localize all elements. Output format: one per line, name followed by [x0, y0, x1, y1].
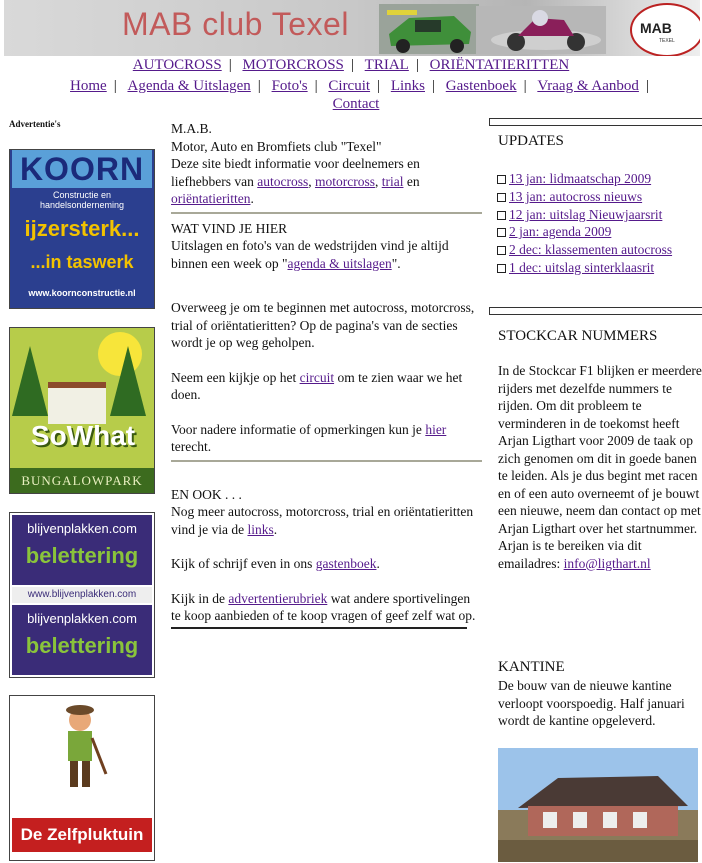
nav-trial[interactable]: TRIAL [364, 57, 409, 73]
update-link[interactable]: 13 jan: lidmaatschap 2009 [509, 171, 652, 186]
bullet-square-icon [497, 211, 506, 220]
gastenboek-text: Kijk of schrijf even in ons gastenboek. [171, 556, 380, 571]
ad-sowhat[interactable]: SoWhat BUNGALOWPARK [9, 327, 155, 494]
list-item [497, 170, 702, 188]
nav-vraag-aanbod[interactable]: Vraag & Aanbod [537, 78, 639, 94]
divider [171, 212, 482, 214]
divider [171, 627, 467, 629]
list-item [497, 206, 702, 224]
section-title-wat: WAT VIND JE HIER [171, 220, 288, 236]
stockcar-title: STOCKCAR NUMMERS [498, 328, 658, 344]
nav-autocross[interactable]: AUTOCROSS [132, 57, 222, 73]
section-nav: AUTOCROSS | MOTORCROSS | TRIAL | ORIËNTATIERITTEN [132, 57, 570, 73]
bullet-square-icon [497, 175, 506, 184]
update-link[interactable]: 13 jan: autocross nieuws [509, 188, 643, 204]
stockcar-image [379, 4, 479, 54]
info-text: Voor nadere informatie of opmerkingen kun je hier terecht. [171, 421, 447, 454]
nav-agenda[interactable]: Agenda & Uitslagen [127, 78, 251, 94]
bullet-square-icon [497, 193, 506, 202]
what-text: Uitslagen en foto's van de wedstrijden vind je altijd binnen een week op "agenda & uitslagen". [171, 238, 449, 271]
list-item [497, 188, 702, 206]
nav-fotos[interactable]: Foto's [271, 78, 308, 94]
ad-zelfpluktuin[interactable]: De Zelfpluktuin [9, 695, 155, 861]
main-content [171, 120, 482, 631]
site-title: MAB club Texel [122, 6, 349, 42]
link-motorcross[interactable]: motorcross [314, 173, 375, 189]
tree-icon [110, 346, 146, 416]
bullet-square-icon [497, 228, 506, 237]
header-banner [4, 0, 700, 56]
motorbike-image [476, 6, 606, 54]
divider [171, 460, 482, 462]
update-link[interactable]: 1 dec: uitslag sinterklaasrit [509, 259, 655, 275]
intro-title: M.A.B. [171, 121, 212, 136]
kantine-title: KANTINE [498, 659, 565, 675]
section-title-ook: EN OOK . . . [171, 486, 242, 502]
link-trial[interactable]: trial [381, 173, 404, 189]
bullet-square-icon [497, 246, 506, 255]
start-text: Overweeg je om te beginnen met autocross, motorcross, trial of oriëntatieritten? Op de pagina's van de secties wordt je op weg geholpen. [171, 300, 475, 350]
tree-icon [12, 346, 48, 416]
link-links[interactable]: links [247, 521, 274, 537]
list-item [497, 259, 702, 277]
update-link[interactable]: 2 dec: klassementen autocross [509, 242, 673, 258]
ook-text: Nog meer autocross, motorcross, trial en oriëntatieritten vind je via de links. [171, 504, 474, 537]
stockcar-text: In de Stockcar F1 blijken er meerdere rijders met dezelfde nummers te rijden. Om dit probleem te verminderen in de toekomst heeft Arjan Ligthart voor 2009 de taak op zich genomen om dit in goede banen te leiden. Als je dus begint met racen en of een auto overneemt of je bouwt een nieuwe, neem dan contact op met Arjan Ligthart over het startnummer. Arjan is te bereiken via dit emailadres: info@ligthart.nl [498, 363, 702, 571]
ads-label: Advertentie's [9, 119, 61, 129]
nav-orientatieritten[interactable]: ORIËNTATIERITTEN [429, 57, 570, 73]
nav-contact[interactable]: Contact [332, 96, 380, 112]
updates-list [497, 170, 702, 277]
intro-line: Motor, Auto en Bromfiets club "Texel" [171, 138, 382, 154]
update-link[interactable]: 12 jan: uitslag Nieuwjaarsrit [509, 206, 663, 222]
link-orientatieritten[interactable]: oriëntatieritten [171, 191, 251, 206]
list-item [497, 241, 702, 259]
bungalow-icon [48, 382, 106, 424]
nav-gastenboek[interactable]: Gastenboek [445, 78, 517, 94]
box-border [489, 118, 702, 126]
mab-logo: MAB TEXEL [630, 3, 700, 56]
nav-links[interactable]: Links [390, 78, 425, 94]
updates-title: UPDATES [498, 133, 564, 149]
ad-koorn[interactable]: KOORN Constructie en handelsonderneming ijzersterk... ...in taswerk www.koornconstructie.nl [9, 149, 155, 309]
intro-text: Deze site biedt informatie voor deelnemers en liefhebbers van autocross, motorcross, trial en oriëntatieritten. [171, 156, 420, 206]
nav-home[interactable]: Home [70, 78, 107, 94]
kantine-text: De bouw van de nieuwe kantine verloopt voorspoedig. Half januari wordt de kantine opgeleverd. [498, 678, 685, 728]
nav-circuit[interactable]: Circuit [328, 78, 371, 94]
link-circuit[interactable]: circuit [299, 369, 335, 385]
gardener-illustration [50, 704, 110, 794]
box-border [489, 307, 702, 315]
main-nav: Home | Agenda & Uitslagen | Foto's | Circuit | Links | Gastenboek | Vraag & Aanbod | Contact [70, 78, 649, 112]
kantine-photo [498, 748, 698, 862]
bullet-square-icon [497, 264, 506, 273]
update-link[interactable]: 2 jan: agenda 2009 [509, 224, 612, 240]
link-agenda[interactable]: agenda & uitslagen [287, 255, 392, 271]
link-autocross[interactable]: autocross [257, 173, 309, 189]
ad-blijvenplakken[interactable]: blijvenplakken.com belettering www.blijvenplakken.com blijvenplakken.com belettering [9, 512, 155, 678]
advertentie-text: Kijk in de advertentierubriek wat andere sportivelingen te koop aanbieden of te koop vragen of geef zelf wat op. [171, 590, 476, 623]
circuit-text: Neem een kijkje op het circuit om te zien waar we het doen. [171, 369, 463, 402]
link-hier[interactable]: hier [425, 421, 447, 437]
nav-motorcross[interactable]: MOTORCROSS [242, 57, 344, 73]
list-item [497, 223, 702, 241]
link-gastenboek[interactable]: gastenboek [315, 556, 377, 571]
email-link[interactable]: info@ligthart.nl [563, 555, 651, 571]
link-advertentierubriek[interactable]: advertentierubriek [228, 590, 328, 606]
